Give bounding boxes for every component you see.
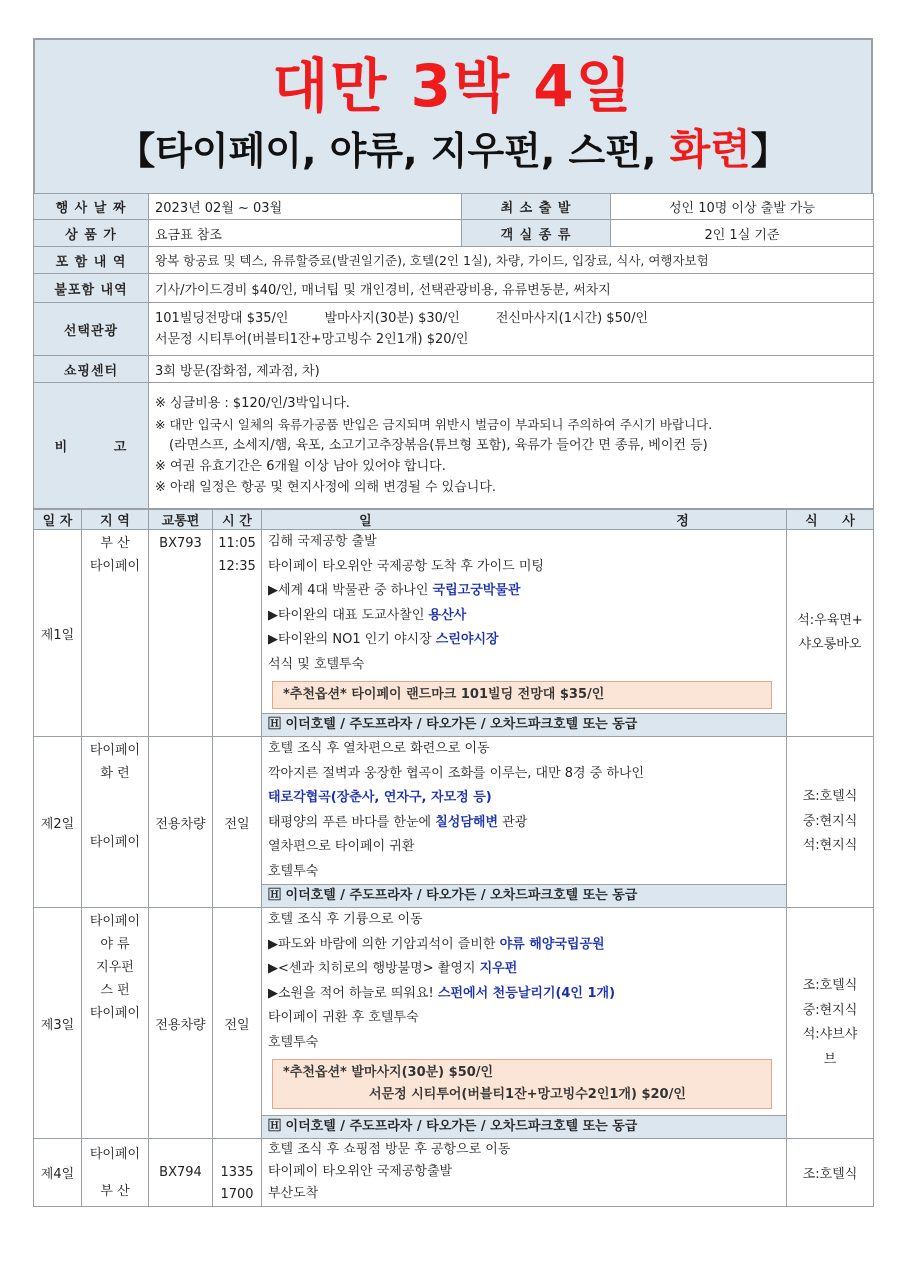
day2-region <box>82 737 149 908</box>
day1-region <box>82 530 149 737</box>
sub-title-cities: 【타이페이, 야류, 지우펀, 스펀, <box>117 129 670 173</box>
schedule-line: 석식 및 호텔투숙 <box>268 656 365 672</box>
day2-label: 제2일 <box>34 737 82 908</box>
day3-row <box>34 908 874 1139</box>
day4-schedule <box>262 1139 787 1207</box>
min-departure-value: 성인 10명 이상 출발 가능 <box>611 194 874 220</box>
shopping-label: 쇼핑센터 <box>34 356 149 383</box>
schedule-line: 타이페이 귀환 후 호텔투숙 <box>268 1010 419 1025</box>
note-item: (라면스프, 소세지/햄, 육포, 소고기고추장볶음(튜브형 포함), 육류가 들어간 면 종류, 베이컨 등) <box>169 438 708 453</box>
attraction-name: 태로각협곡(장춘사, 연자구, 자모정 등) <box>268 790 492 805</box>
day4-meal: 조:호텔식 <box>787 1139 874 1207</box>
attraction-name: 용산사 <box>428 607 467 623</box>
schedule-line: 김해 국제공항 출발 <box>268 534 377 549</box>
optional-tour-label: 선택관광 <box>34 303 149 356</box>
schedule-line <box>268 982 780 1007</box>
date-label: 행 사 날 짜 <box>34 194 149 220</box>
day3-region <box>82 908 149 1139</box>
day2-schedule <box>262 737 787 908</box>
note-item: ※ 아래 일정은 항공 및 현지사정에 의해 변경될 수 있습니다. <box>155 480 497 495</box>
schedule-text: 태평양의 푸른 바다를 한눈에 <box>268 814 436 830</box>
day2-row <box>34 737 874 908</box>
schedule-line: 부산도착 <box>268 1186 319 1201</box>
schedule-line: 호텔투숙 <box>268 1034 319 1050</box>
header-region: 지 역 <box>82 510 149 530</box>
day2-hotel: 🄷 이더호텔 / 주도프라자 / 타오가든 / 오차드파크호텔 또는 동급 <box>262 884 786 907</box>
price-label: 상 품 가 <box>34 220 149 247</box>
excluded-value: 기사/가이드경비 $40/인, 매너팁 및 개인경비, 선택관광비용, 유류변동분, 써차지 <box>149 274 874 303</box>
day4-region <box>82 1139 149 1207</box>
sub-title-bracket: 】 <box>750 129 789 173</box>
time-value: 1335 <box>220 1164 254 1180</box>
day3-hotel: 🄷 이더호텔 / 주도프라자 / 타오가든 / 오차드파크호텔 또는 동급 <box>262 1115 786 1138</box>
schedule-text: ▶<센과 치히로의 행방불명> 촬영지 <box>268 961 480 976</box>
schedule-line <box>268 604 780 629</box>
meal-text: 석:현지식 <box>802 838 858 854</box>
time-value: 11:05 <box>218 536 256 551</box>
schedule-line: 타이페이 타오위안 국제공항출발 <box>268 1164 453 1179</box>
schedule-line: 호텔 조식 후 쇼핑점 방문 후 공항으로 이동 <box>268 1142 511 1157</box>
region-name: 타이페이 <box>89 914 141 929</box>
schedule-text: 관광 <box>498 814 528 830</box>
time-value: 1700 <box>220 1186 254 1202</box>
sub-title <box>35 122 871 179</box>
day3-transport: 전용차량 <box>149 908 213 1139</box>
region-name: 스 펀 <box>100 983 130 998</box>
attraction-name: 칠성담해변 <box>435 814 499 830</box>
region-name: 화 련 <box>100 766 130 781</box>
day1-hotel: 🄷 이더호텔 / 주도프라자 / 타오가든 / 오차드파크호텔 또는 동급 <box>262 713 786 736</box>
optional-city-tour: 서문정 시티투어(버블티1잔+망고빙수 2인1개) $20/인 <box>155 332 469 347</box>
region-name: 타이페이 <box>89 1006 141 1021</box>
schedule-line: 타이페이 타오위안 국제공항 도착 후 가이드 미팅 <box>268 558 544 574</box>
time-value: 12:35 <box>218 559 256 574</box>
shopping-value: 3회 방문(잡화점, 제과점, 차) <box>149 356 874 383</box>
meal-text: 브 <box>823 1051 837 1067</box>
room-type-value: 2인 1실 기준 <box>611 220 874 247</box>
attraction-name: 지우펀 <box>479 961 518 976</box>
day4-transport: BX794 <box>149 1139 213 1207</box>
itinerary-document <box>33 38 873 1207</box>
day2-transport: 전용차량 <box>149 737 213 908</box>
schedule-line <box>268 628 780 653</box>
region-name: 부 산 <box>100 536 130 551</box>
optional-101: 101빌딩전망대 $35/인 <box>155 311 289 326</box>
day3-time: 전일 <box>213 908 262 1139</box>
day4-row <box>34 1139 874 1207</box>
day2-meal <box>787 737 874 908</box>
optional-body-massage: 전신마사지(1시간) $50/인 <box>495 311 649 326</box>
meal-text: 샤오롱바오 <box>798 637 862 652</box>
region-name: 타이페이 <box>89 743 141 758</box>
day3-schedule <box>262 908 787 1139</box>
main-title: 대만 3박 4일 <box>272 52 634 120</box>
region-name: 타이페이 <box>89 1146 141 1162</box>
day1-time <box>213 530 262 737</box>
region-name: 타이페이 <box>89 559 141 574</box>
header-transport: 교통편 <box>149 510 213 530</box>
meal-text: 석:샤브샤 <box>802 1027 858 1042</box>
optional-foot-massage: 발마사지(30분) $30/인 <box>324 311 460 326</box>
day1-row <box>34 530 874 737</box>
attraction-name: 국립고궁박물관 <box>432 583 521 598</box>
day1-meal <box>787 530 874 737</box>
header-schedule: 일 정 <box>262 510 787 530</box>
included-label: 포 함 내 역 <box>34 247 149 274</box>
note-item: ※ 싱글비용 : $120/인/3박입니다. <box>155 396 350 411</box>
schedule-text: ▶타이완의 대표 도교사찰인 <box>268 607 429 623</box>
schedule-line <box>268 957 780 982</box>
region-name: 야 류 <box>100 937 130 952</box>
schedule-line: 열차편으로 타이페이 귀환 <box>268 839 415 854</box>
day4-label: 제4일 <box>34 1139 82 1207</box>
day4-time <box>213 1139 262 1207</box>
attraction-name: 스린야시장 <box>435 632 499 647</box>
room-type-label: 객 실 종 류 <box>462 220 611 247</box>
included-value: 왕복 항공료 및 텍스, 유류할증료(발권일기준), 호텔(2인 1실), 차량, 가이드, 입장료, 식사, 여행자보험 <box>149 247 874 274</box>
schedule-line: 깍아지른 절벽과 웅장한 협곡이 조화를 이루는, 대만 8경 중 하나인 <box>268 765 645 781</box>
notes-value <box>149 383 874 509</box>
schedule-line: 호텔투숙 <box>268 863 319 879</box>
option-text: *추천옵션* 발마사지(30분) $50/인 <box>283 1065 494 1080</box>
region-name: 부 산 <box>100 1183 130 1199</box>
notes-label: 비 고 <box>34 383 149 509</box>
schedule-table <box>33 509 874 1207</box>
day3-recommended-option <box>272 1059 772 1109</box>
day1-schedule <box>262 530 787 737</box>
schedule-text: ▶세계 4대 박물관 중 하나인 <box>268 583 433 598</box>
info-table <box>33 193 874 509</box>
meal-text: 석:우육면+ <box>797 612 863 628</box>
schedule-line <box>268 933 780 958</box>
meal-text: 중:현지식 <box>802 813 858 829</box>
day3-meal <box>787 908 874 1139</box>
attraction-name: 야류 해양국립공원 <box>499 936 605 952</box>
note-item: ※ 여권 유효기간은 6개월 이상 남아 있어야 합니다. <box>155 459 446 474</box>
day3-label: 제3일 <box>34 908 82 1139</box>
day2-time: 전일 <box>213 737 262 908</box>
schedule-line: 호텔 조식 후 열차편으로 화련으로 이동 <box>268 741 490 756</box>
region-name: 지우펀 <box>96 960 134 975</box>
schedule-text: ▶타이완의 NO1 인기 야시장 <box>268 632 436 647</box>
header-day: 일 자 <box>34 510 82 530</box>
day1-recommended-option: *추천옵션* 타이페이 랜드마크 101빌딩 전망대 $35/인 <box>272 681 772 709</box>
option-text: 서문정 시티투어(버블티1잔+망고빙수2인1개) $20/인 <box>369 1087 686 1102</box>
excluded-label: 불포함 내역 <box>34 274 149 303</box>
header-time: 시 간 <box>213 510 262 530</box>
note-item: ※ 대만 입국시 일체의 육류가공품 반입은 금지되며 위반시 벌금이 부과되니 주의하여 주시기 바랍니다. <box>155 417 713 432</box>
price-value: 요금표 참조 <box>149 220 462 247</box>
meal-text: 조:호텔식 <box>802 789 858 805</box>
min-departure-label: 최 소 출 발 <box>462 194 611 220</box>
schedule-header-row <box>34 510 874 530</box>
schedule-line <box>268 811 780 836</box>
schedule-line <box>268 579 780 604</box>
day1-label: 제1일 <box>34 530 82 737</box>
meal-text: 중:현지식 <box>802 1002 858 1018</box>
schedule-text: ▶파도와 바람에 의한 기암괴석이 즐비한 <box>268 936 500 952</box>
schedule-text: ▶소원을 적어 하늘로 띄워요! <box>268 985 438 1001</box>
meal-text: 조:호텔식 <box>802 978 858 993</box>
header-meal: 식 사 <box>787 510 874 530</box>
schedule-line: 호텔 조식 후 기륭으로 이동 <box>268 912 423 927</box>
region-name: 타이페이 <box>89 835 141 850</box>
day1-transport: BX793 <box>149 530 213 737</box>
date-value: 2023년 02월 ~ 03월 <box>149 194 462 220</box>
optional-tour-value <box>149 303 874 356</box>
sub-title-highlight: 화련 <box>669 125 751 174</box>
attraction-name: 스펀에서 천등날리기(4인 1개) <box>437 985 616 1001</box>
title-banner <box>33 38 873 193</box>
